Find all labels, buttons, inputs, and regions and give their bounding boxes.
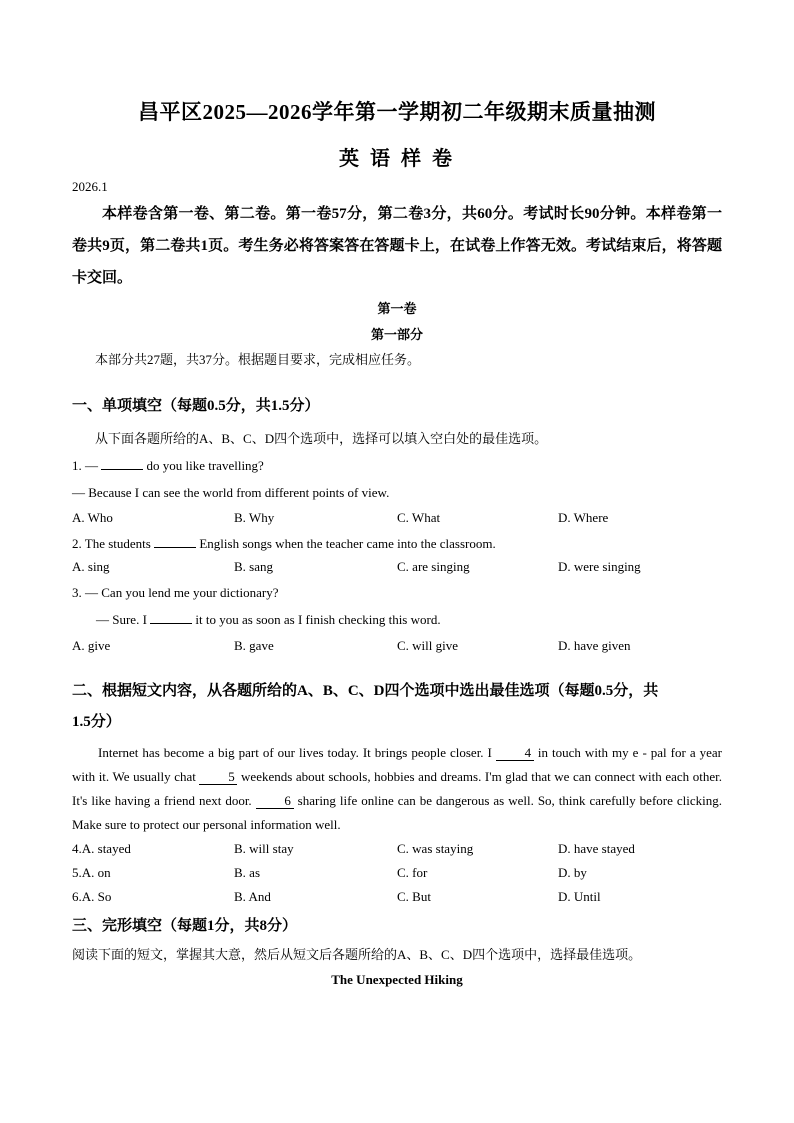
q2-option-c: C. are singing [397,559,470,574]
exam-date: 2026.1 [72,179,108,194]
question-3-suffix: it to you as soon as I finish checking this word. [192,612,441,627]
question-2-stem [72,535,496,553]
q5-option-b: B. as [234,865,260,880]
q5-option-a: 5.A. on [72,865,111,880]
q5-option-d: D. by [558,865,587,880]
passage-text: in touch with my e - pal for a year with it. We usually chat [72,745,722,784]
passage-text: Internet has become a big part of our lives today. It brings people closer. I [98,745,496,760]
question-2-prefix: 2. The students [72,536,155,551]
passage-title: The Unexpected Hiking [331,972,463,987]
volume-title: 第一卷 [377,301,417,316]
exam-intro: 本样卷含第一卷、第二卷。第一卷57分，第二卷3分，共60分。考试时长90分钟。本样卷第一卷共9页，第二卷共1页。考生务必将答案答在答题卡上，在试卷上作答无效。考试结束后，将答题卡交回。 [72,206,722,286]
q3-option-a: A. give [72,638,111,653]
exam-subtitle: 英 语 样 卷 [339,148,455,170]
blank-5: 5 [199,770,237,785]
q6-option-a: 6.A. So [72,889,112,904]
answer-blank [101,457,143,470]
answer-blank [150,611,192,624]
section3-instruction: 阅读下面的短文，掌握其大意，然后从短文后各题所给的A、B、C、D四个选项中，选择最佳选项。 [72,947,642,962]
q4-option-c: C. was staying [397,841,474,856]
q6-option-b: B. And [234,889,271,904]
question-1-response: — Because I can see the world from different points of view. [72,485,390,500]
q5-option-c: C. for [397,865,428,880]
q4-option-a: 4.A. stayed [72,841,131,856]
passage-text: weekends about schools, hobbies and dreams. I'm glad that we can connect with each other. It's like having a friend next door. [72,769,722,808]
question-1-suffix: do you like travelling? [143,458,264,473]
section1-heading: 一、单项填空（每题0.5分，共1.5分） [72,398,320,414]
section2-heading-line1: 二、根据短文内容，从各题所给的A、B、C、D四个选项中选出最佳选项（每题0.5分，共 [72,683,659,699]
q2-option-b: B. sang [234,559,273,574]
section3-heading: 三、完形填空（每题1分，共8分） [72,918,298,934]
part-title: 第一部分 [370,327,423,342]
section2-passage [72,741,722,837]
q3-option-c: C. will give [397,638,459,653]
answer-blank [154,535,196,548]
q1-option-d: D. Where [558,510,609,525]
q6-option-d: D. Until [558,889,601,904]
blank-4: 4 [496,746,534,761]
question-1-prefix: 1. — [72,458,102,473]
q2-option-d: D. were singing [558,559,641,574]
q4-option-b: B. will stay [234,841,294,856]
part-description: 本部分共27题，共37分。根据题目要求，完成相应任务。 [95,352,421,367]
q4-option-d: D. have stayed [558,841,635,856]
q3-option-d: D. have given [558,638,631,653]
q1-option-a: A. Who [72,510,113,525]
blank-6: 6 [256,794,294,809]
section1-instruction: 从下面各题所给的A、B、C、D四个选项中，选择可以填入空白处的最佳选项。 [95,431,548,446]
section2-heading-line2: 1.5分） [72,714,121,730]
question-3-response [96,611,441,629]
q1-option-b: B. Why [234,510,275,525]
q1-option-c: C. What [397,510,441,525]
question-1-stem [72,457,264,475]
question-2-suffix: English songs when the teacher came into the classroom. [196,536,496,551]
passage-text: sharing life online can be dangerous as well. So, think carefully before clicking. Make sure to protect our personal information well. [72,793,722,832]
question-3-stem: 3. — Can you lend me your dictionary? [72,585,279,600]
q6-option-c: C. But [397,889,431,904]
q2-option-a: A. sing [72,559,110,574]
question-3-prefix: — Sure. I [96,612,151,627]
q3-option-b: B. gave [234,638,274,653]
exam-title: 昌平区2025—2026学年第一学期初二年级期末质量抽测 [138,100,656,124]
